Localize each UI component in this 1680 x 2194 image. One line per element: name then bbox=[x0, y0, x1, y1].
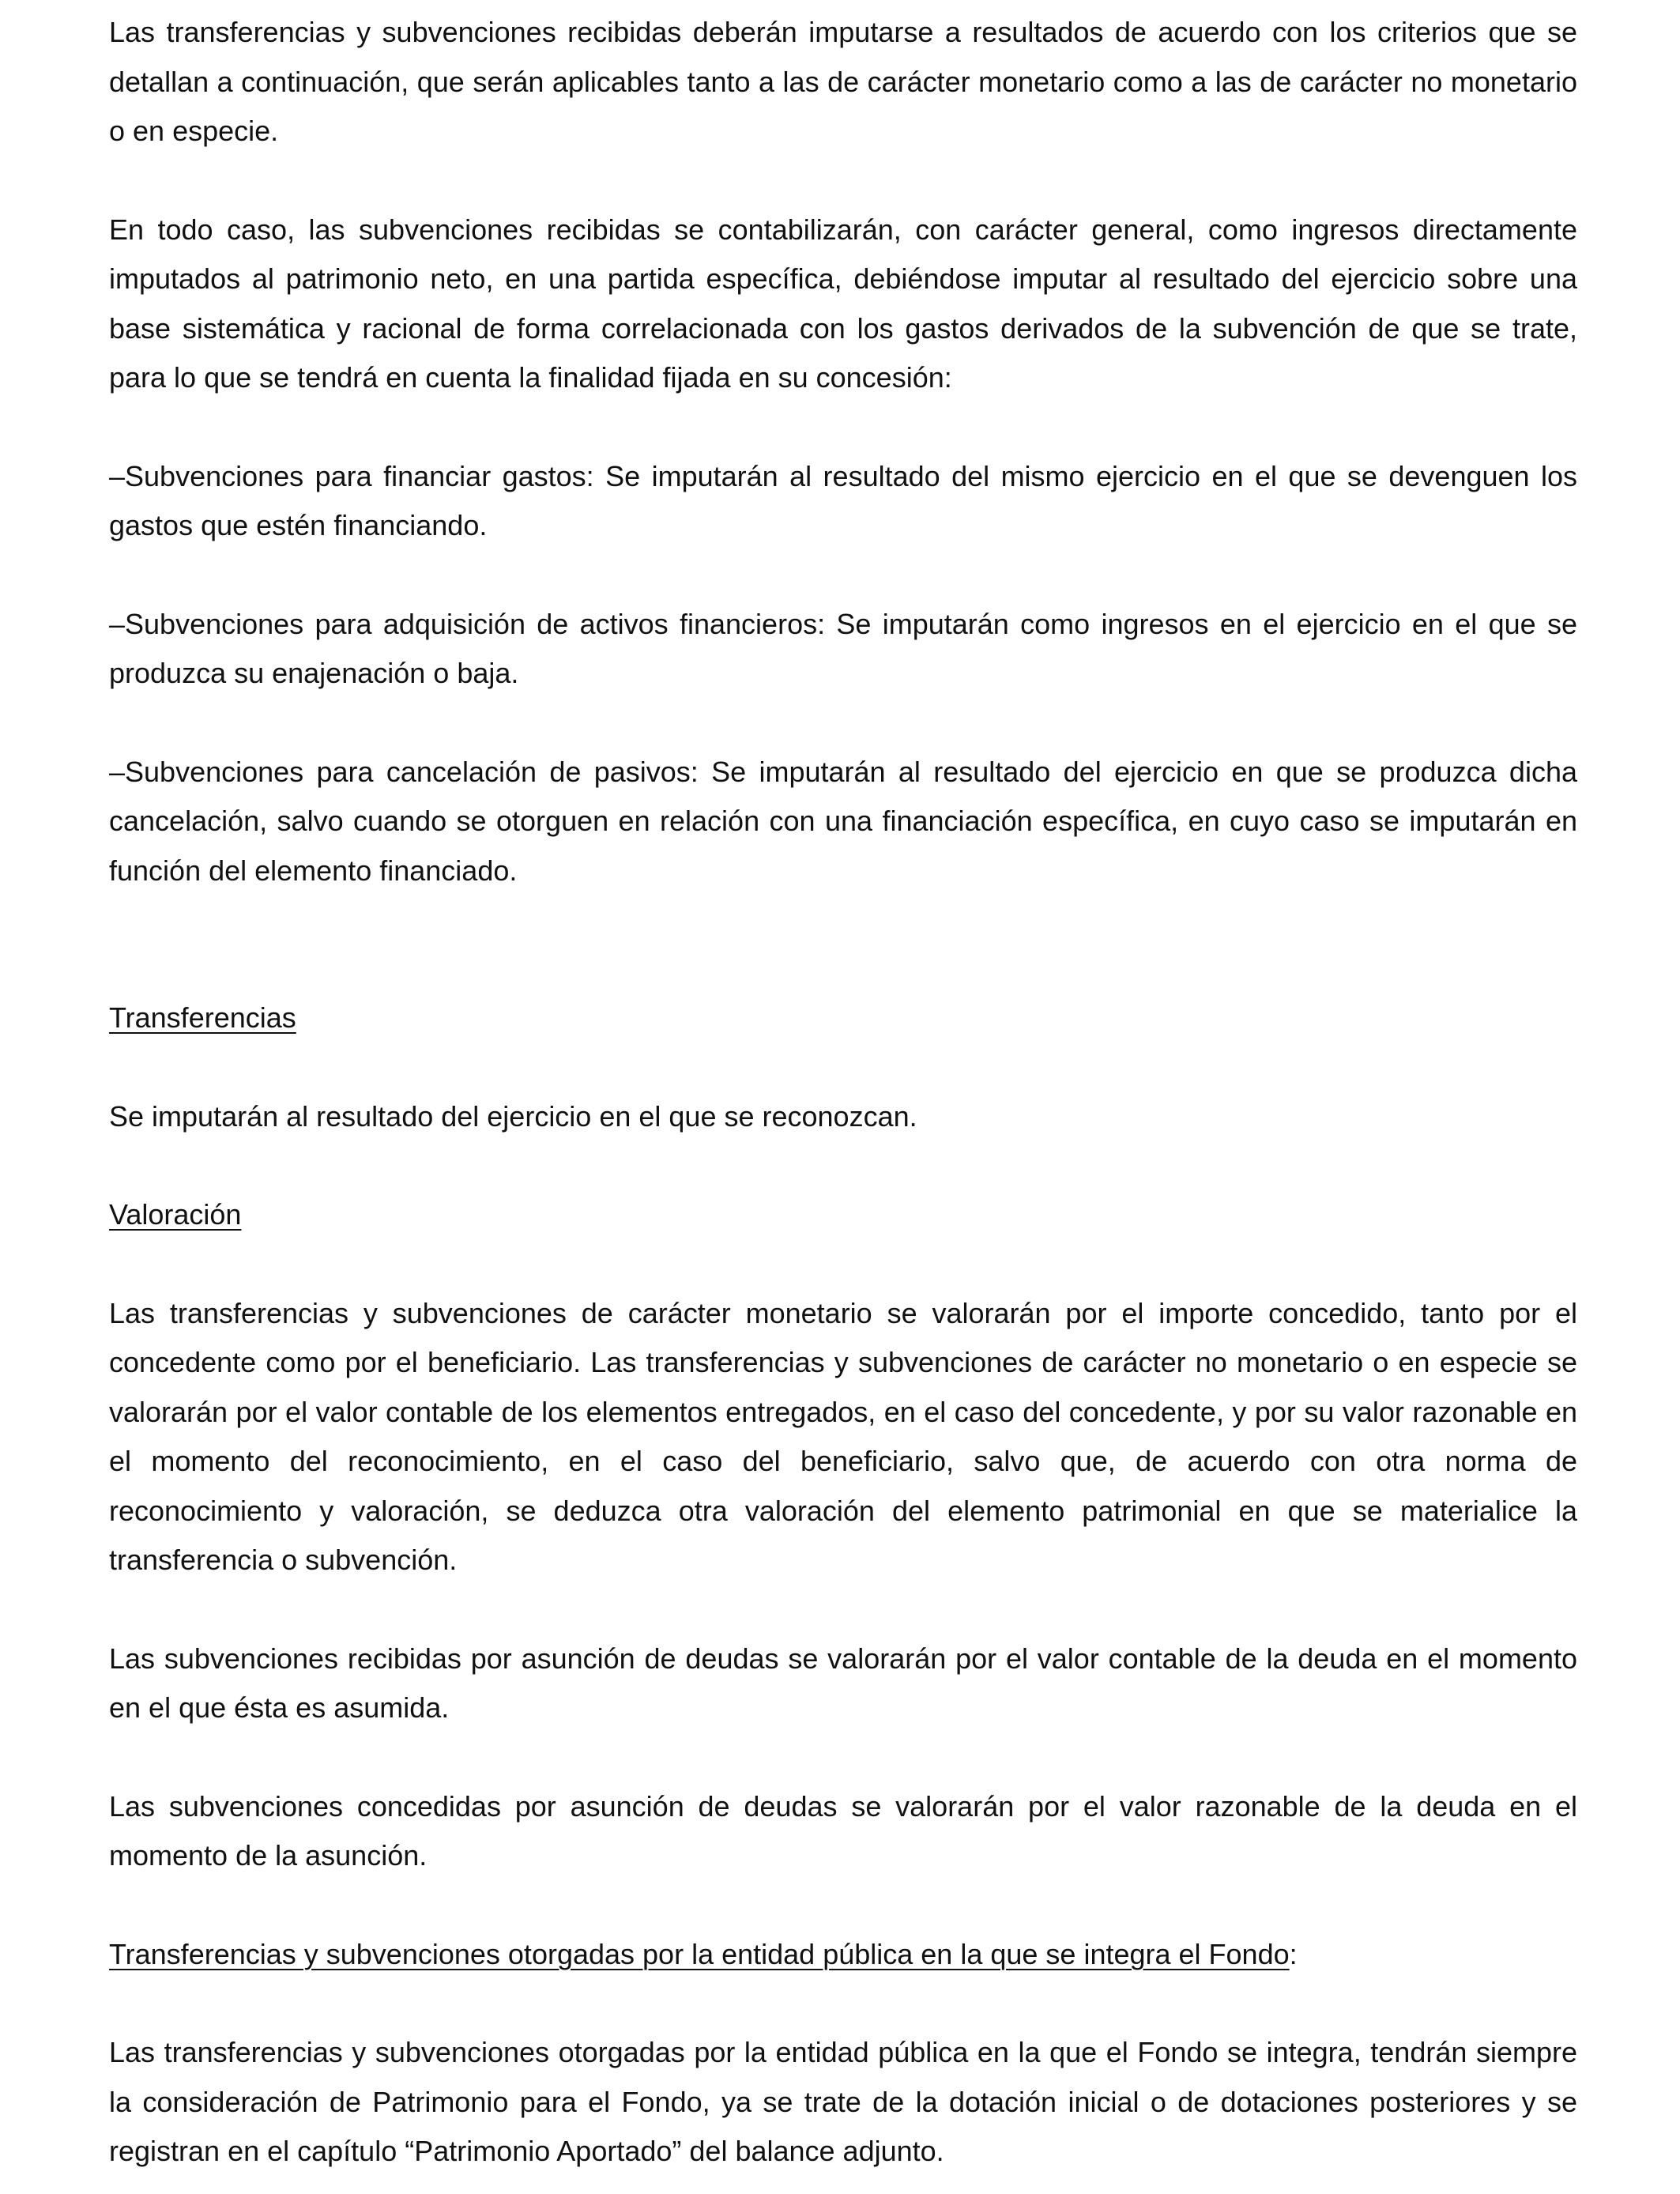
document-page bbox=[109, 8, 1577, 2177]
spacer bbox=[109, 1043, 1577, 1092]
spacer bbox=[109, 156, 1577, 205]
heading-otorgadas: Transferencias y subvenciones otorgadas por la entidad pública en la que se integra el Fondo bbox=[109, 1937, 1290, 1970]
spacer bbox=[109, 1979, 1577, 2028]
paragraph-otorgadas: Las transferencias y subvenciones otorgadas por la entidad pública en la que el Fondo se integra, tendrán siempre la consideración de Patrimonio para el Fondo, ya se trate de la dotación inicial o de dotaciones posteriores y se registran en el capítulo “Patrimonio Aportado” del balance adjunto. bbox=[109, 2036, 1577, 2167]
heading-transferencias: Transferencias bbox=[109, 1001, 296, 1034]
spacer bbox=[109, 551, 1577, 600]
paragraph-transferencias: Se imputarán al resultado del ejercicio en el que se reconozcan. bbox=[109, 1099, 917, 1133]
spacer bbox=[109, 1733, 1577, 1782]
spacer bbox=[109, 1240, 1577, 1289]
spacer bbox=[109, 1881, 1577, 1930]
spacer bbox=[109, 1141, 1577, 1190]
spacer bbox=[109, 1585, 1577, 1634]
paragraph-subvenciones-pasivos: –Subvenciones para cancelación de pasivos: Se imputarán al resultado del ejercicio en que se produzca dicha cancelación, salvo cuando se otorguen en relación con una financiación específica, en cuyo caso se imputarán en función del elemento financiado. bbox=[109, 755, 1577, 887]
paragraph-general: En todo caso, las subvenciones recibidas se contabilizarán, con carácter general, como ingresos directamente imputados al patrimonio neto, en una partida específica, debiéndose imputar al resultado del ejercicio sobre una base sistemática y racional de forma correlacionada con los gastos derivados de la subvención de que se trate, para lo que se tendrá en cuenta la finalidad fijada en su concesión: bbox=[109, 213, 1577, 394]
heading-otorgadas-colon: : bbox=[1289, 1937, 1298, 1970]
paragraph-valoracion-concedidas: Las subvenciones concedidas por asunción de deudas se valorarán por el valor razonable de la deuda en el momento de la asunción. bbox=[109, 1789, 1577, 1872]
spacer bbox=[109, 403, 1577, 452]
paragraph-intro: Las transferencias y subvenciones recibidas deberán imputarse a resultados de acuerdo con los criterios que se detallan a continuación, que serán aplicables tanto a las de carácter monetario como a las de carácter no monetario o en especie. bbox=[109, 16, 1577, 147]
paragraph-subvenciones-gastos: –Subvenciones para financiar gastos: Se imputarán al resultado del mismo ejercicio en el que se devenguen los gastos que estén financiando. bbox=[109, 459, 1577, 541]
spacer bbox=[109, 699, 1577, 748]
heading-valoracion: Valoración bbox=[109, 1198, 242, 1231]
spacer bbox=[109, 895, 1577, 993]
paragraph-subvenciones-activos: –Subvenciones para adquisición de activos financieros: Se imputarán como ingresos en el ejercicio en el que se produzca su enajenación o baja. bbox=[109, 607, 1577, 689]
paragraph-valoracion-monetario: Las transferencias y subvenciones de carácter monetario se valorarán por el importe concedido, tanto por el concedente como por el beneficiario. Las transferencias y subvenciones de carácter no monetario o en especie se valorarán por el valor contable de los elementos entregados, en el caso del concedente, y por su valor razonable en el momento del reconocimiento, en el caso del beneficiario, salvo que, de acuerdo con otra norma de reconocimiento y valoración, se deduzca otra valoración del elemento patrimonial en que se materialice la transferencia o subvención. bbox=[109, 1296, 1577, 1576]
heading-otorgadas-line bbox=[109, 1930, 1577, 1980]
paragraph-valoracion-recibidas: Las subvenciones recibidas por asunción de deudas se valorarán por el valor contable de la deuda en el momento en el que ésta es asumida. bbox=[109, 1642, 1577, 1724]
